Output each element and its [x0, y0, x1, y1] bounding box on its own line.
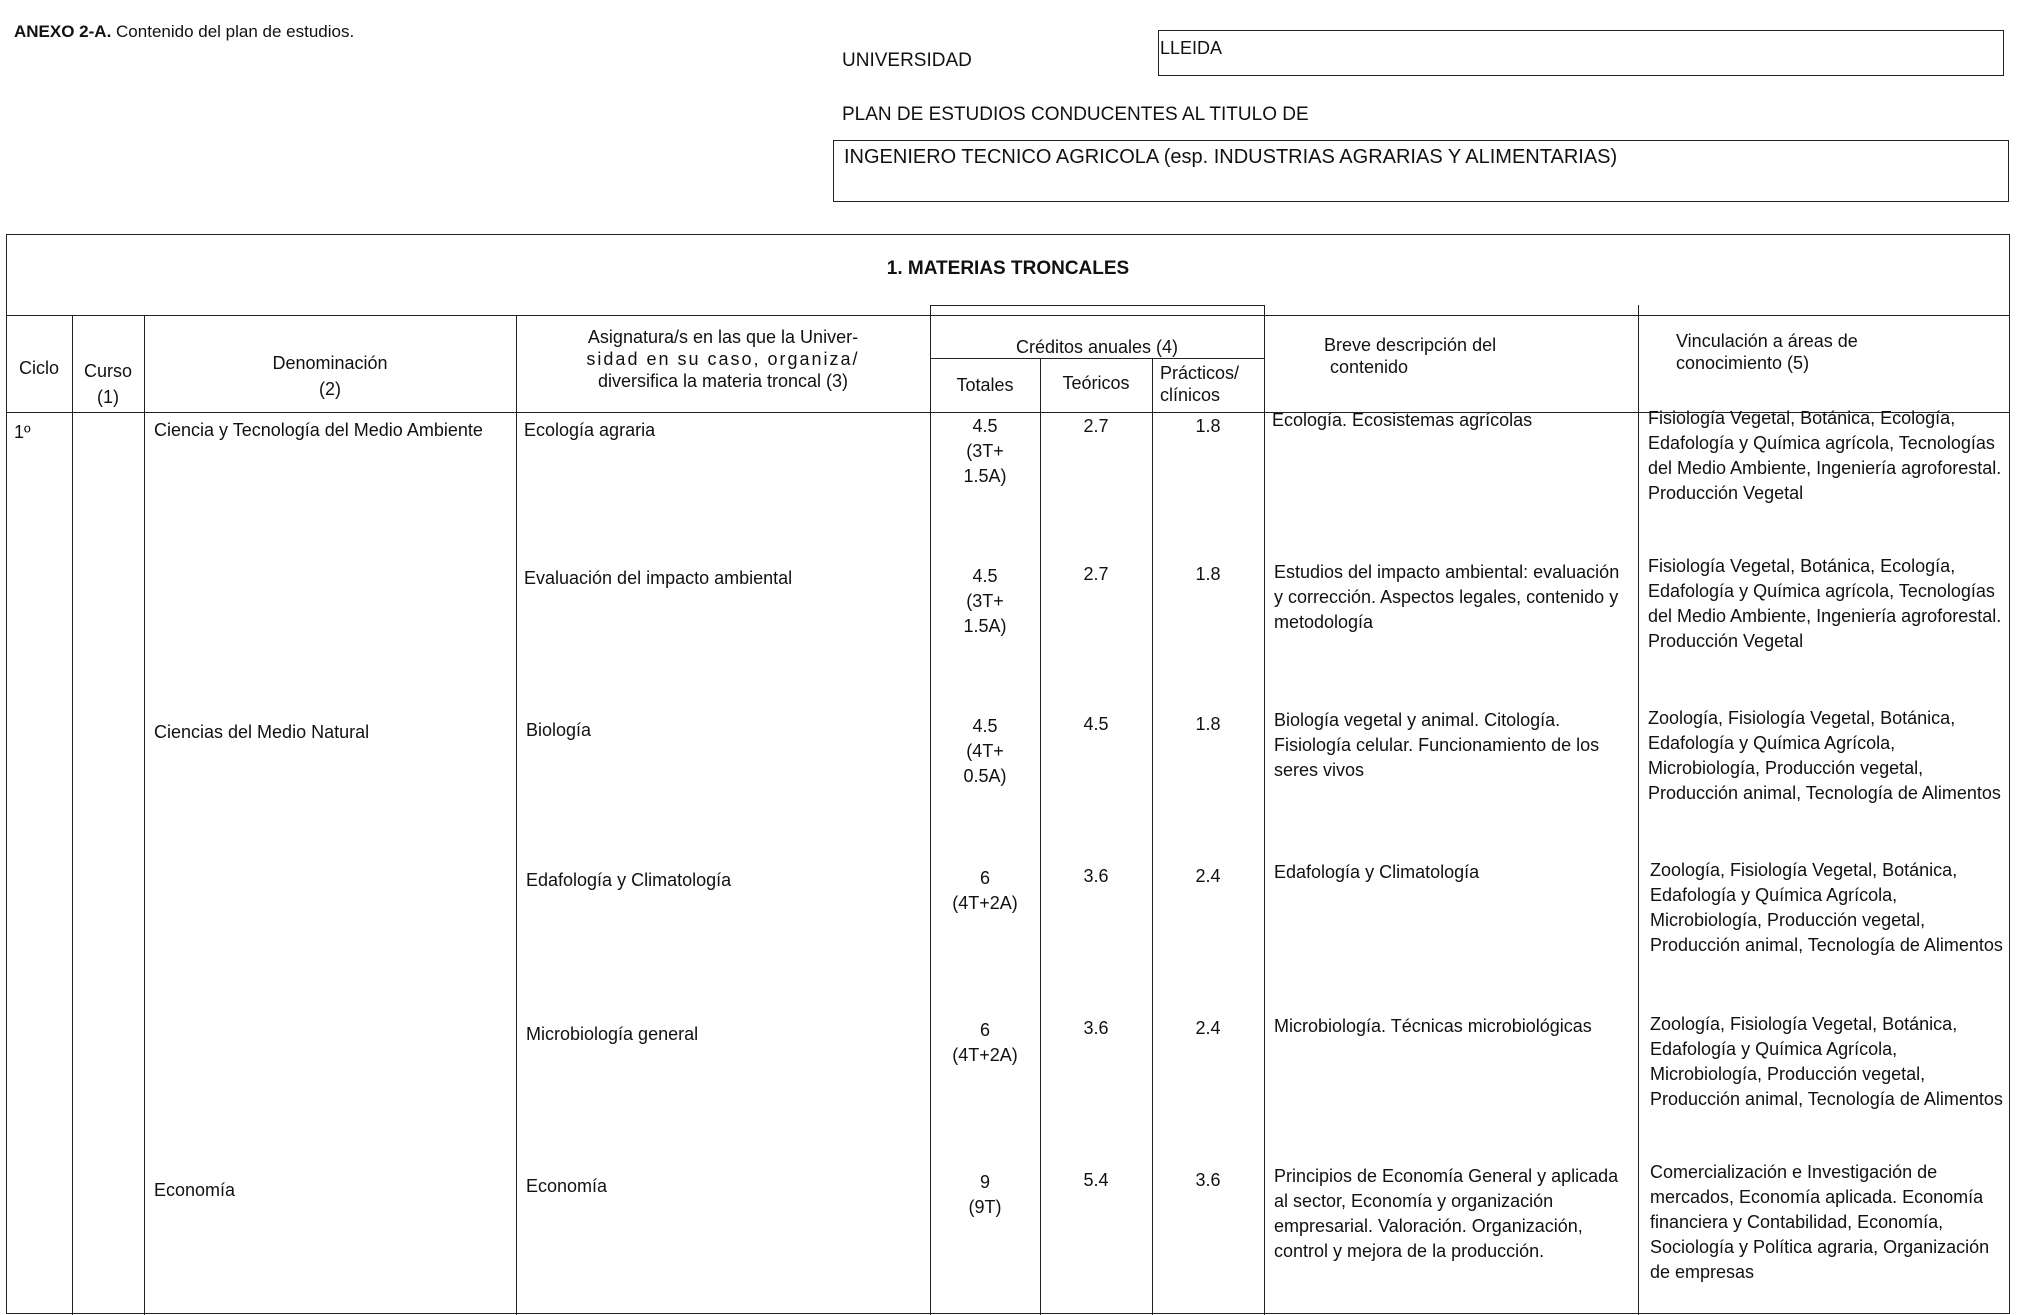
table-row-practice: 2.4: [1195, 1018, 1221, 1038]
table-row-practice: 2.4: [1195, 866, 1221, 886]
totals-line: 6: [979, 1020, 990, 1040]
table-row-totals: [932, 1018, 1038, 1068]
col-divider: [1152, 358, 1153, 1315]
totals-line: (3T+: [966, 441, 1004, 461]
table-row-practice: 1.8: [1195, 416, 1221, 436]
col-asignatura-header: [520, 326, 926, 392]
table-row-areas: Fisiología Vegetal, Botánica, Ecología, Edafología y Química agrícola, Tecnologías del Medio Ambiente, Ingeniería agroforestal. Producción Vegetal: [1648, 408, 2002, 503]
totals-line: (4T+2A): [952, 1045, 1018, 1065]
degree-title: INGENIERO TECNICO AGRICOLA (esp. INDUSTRIAS AGRARIAS Y ALIMENTARIAS): [844, 146, 1618, 168]
section-title: 1. MATERIAS TRONCALES: [886, 258, 1130, 279]
credits-subheader-divider: [930, 358, 1264, 359]
totals-line: 1.5A): [963, 466, 1007, 486]
col-denom-line1: Denominación: [272, 353, 388, 373]
table-row-description: Edafología y Climatología: [1274, 862, 1480, 882]
col-desc-line1: Breve descripción del: [1324, 335, 1497, 355]
table-row-description: Microbiología. Técnicas microbiológicas: [1274, 1016, 1592, 1036]
col-ciclo-header: Ciclo: [18, 358, 59, 378]
table-row-areas: Zoología, Fisiología Vegetal, Botánica, Edafología y Química Agrícola, Microbiología, Producción vegetal, Producción animal, Tecnología de Alimentos: [1650, 1014, 2003, 1109]
table-row-subject: Ecología agraria: [524, 420, 656, 440]
totals-line: 1.5A): [963, 616, 1007, 636]
table-row-totals: [932, 714, 1038, 789]
totals-line: 4.5: [972, 416, 998, 436]
university-value: LLEIDA: [1160, 38, 1223, 58]
col-denominacion-header: [146, 352, 514, 400]
table-row-theory: 4.5: [1083, 714, 1109, 734]
university-label: UNIVERSIDAD: [842, 50, 972, 71]
col-divider: [1638, 305, 1639, 1315]
col-practicos-line1: Prácticos/: [1160, 363, 1240, 383]
annex-text: Contenido del plan de estudios.: [116, 22, 355, 41]
credits-top-line: [930, 305, 1264, 306]
table-row-theory: 5.4: [1083, 1170, 1109, 1190]
table-row-practice: 1.8: [1195, 564, 1221, 584]
totals-line: 0.5A): [963, 766, 1007, 786]
col-divider: [930, 305, 931, 1315]
col-asig-line1: Asignatura/s en las que la Univer-: [587, 327, 859, 347]
table-row-totals: [932, 564, 1038, 639]
table-row-areas: Fisiología Vegetal, Botánica, Ecología, Edafología y Química agrícola, Tecnologías del Medio Ambiente, Ingeniería agroforestal. Producción Vegetal: [1648, 556, 2002, 651]
table-row-description: Biología vegetal y animal. Citología. Fisiología celular. Funcionamiento de los seres vivos: [1274, 710, 1600, 780]
col-vinc-line1: Vinculación a áreas de: [1676, 331, 1858, 351]
col-denom-line2: (2): [319, 379, 341, 399]
ciclo-value: 1º: [14, 422, 31, 442]
col-divider: [1264, 305, 1265, 1315]
table-row-description: Principios de Economía General y aplicada al sector, Economía y organización empresarial. Valoración. Organización, control y mejora de la producción.: [1274, 1166, 1619, 1261]
col-divider: [72, 315, 73, 1315]
table-row-totals: [932, 1170, 1038, 1220]
col-curso-line1: Curso: [83, 361, 132, 381]
totals-line: 6: [979, 868, 990, 888]
plan-label: PLAN DE ESTUDIOS CONDUCENTES AL TITULO DE: [842, 104, 1309, 125]
col-divider: [144, 315, 145, 1315]
col-desc-line2: contenido: [1330, 357, 1409, 377]
col-teoricos-header: Teóricos: [1062, 373, 1130, 393]
table-row-totals: [932, 866, 1038, 916]
col-totales-header: Totales: [956, 375, 1014, 395]
table-row-theory: 3.6: [1083, 866, 1109, 886]
table-row-areas: Zoología, Fisiología Vegetal, Botánica, Edafología y Química Agrícola, Microbiología, Producción vegetal, Producción animal, Tecnología de Alimentos: [1650, 860, 2003, 955]
col-vinc-line2: conocimiento (5): [1676, 353, 1810, 373]
table-row-subject: Economía: [526, 1176, 608, 1196]
table-row-practice: 1.8: [1195, 714, 1221, 734]
totals-line: (4T+2A): [952, 893, 1018, 913]
university-box: [1158, 30, 2004, 76]
table-row-subject: Edafología y Climatología: [526, 870, 732, 890]
col-practicos-header: [1154, 362, 1262, 406]
totals-line: 4.5: [972, 566, 998, 586]
totals-line: (4T+: [966, 741, 1004, 761]
denomination-3: Economía: [154, 1180, 236, 1200]
col-creditos-header: Créditos anuales (4): [1015, 337, 1179, 357]
col-divider: [1040, 358, 1041, 1315]
col-curso-line2: (1): [97, 387, 119, 407]
col-descripcion-header: [1324, 334, 1624, 378]
totals-line: (9T): [968, 1197, 1002, 1217]
table-row-description: Estudios del impacto ambiental: evaluación y corrección. Aspectos legales, contenido y metodología: [1274, 562, 1620, 632]
table-row-areas: Comercialización e Investigación de mercados, Economía aplicada. Economía financiera y Contabilidad, Economía, Sociología y Política agraria, Organización de empresas: [1650, 1162, 1990, 1282]
col-asig-line3: diversifica la materia troncal (3): [597, 371, 849, 391]
table-row-totals: [932, 414, 1038, 489]
col-asig-line2: sidad en su caso, organiza/: [586, 349, 860, 369]
table-title-divider: [6, 315, 2010, 316]
totals-line: 4.5: [972, 716, 998, 736]
col-practicos-line2: clínicos: [1160, 385, 1221, 405]
totals-line: (3T+: [966, 591, 1004, 611]
table-row-description: Ecología. Ecosistemas agrícolas: [1272, 410, 1533, 430]
annex-number: ANEXO 2-A.: [14, 22, 112, 41]
table-row-areas: Zoología, Fisiología Vegetal, Botánica, Edafología y Química Agrícola, Microbiología, Producción vegetal, Producción animal, Tecnología de Alimentos: [1648, 708, 2001, 803]
table-row-practice: 3.6: [1195, 1170, 1221, 1190]
table-row-theory: 3.6: [1083, 1018, 1109, 1038]
table-row-theory: 2.7: [1083, 564, 1109, 584]
col-vinculacion-header: [1676, 330, 1996, 374]
totals-line: 9: [979, 1172, 990, 1192]
denomination-1: Ciencia y Tecnología del Medio Ambiente: [154, 420, 483, 440]
table-row-subject: Evaluación del impacto ambiental: [524, 568, 793, 588]
col-curso-header: [74, 360, 142, 408]
denomination-2: Ciencias del Medio Natural: [154, 722, 370, 742]
table-row-subject: Biología: [526, 720, 592, 740]
table-row-theory: 2.7: [1083, 416, 1109, 436]
col-divider: [516, 315, 517, 1315]
table-row-subject: Microbiología general: [526, 1024, 699, 1044]
annex-heading: [14, 22, 354, 42]
